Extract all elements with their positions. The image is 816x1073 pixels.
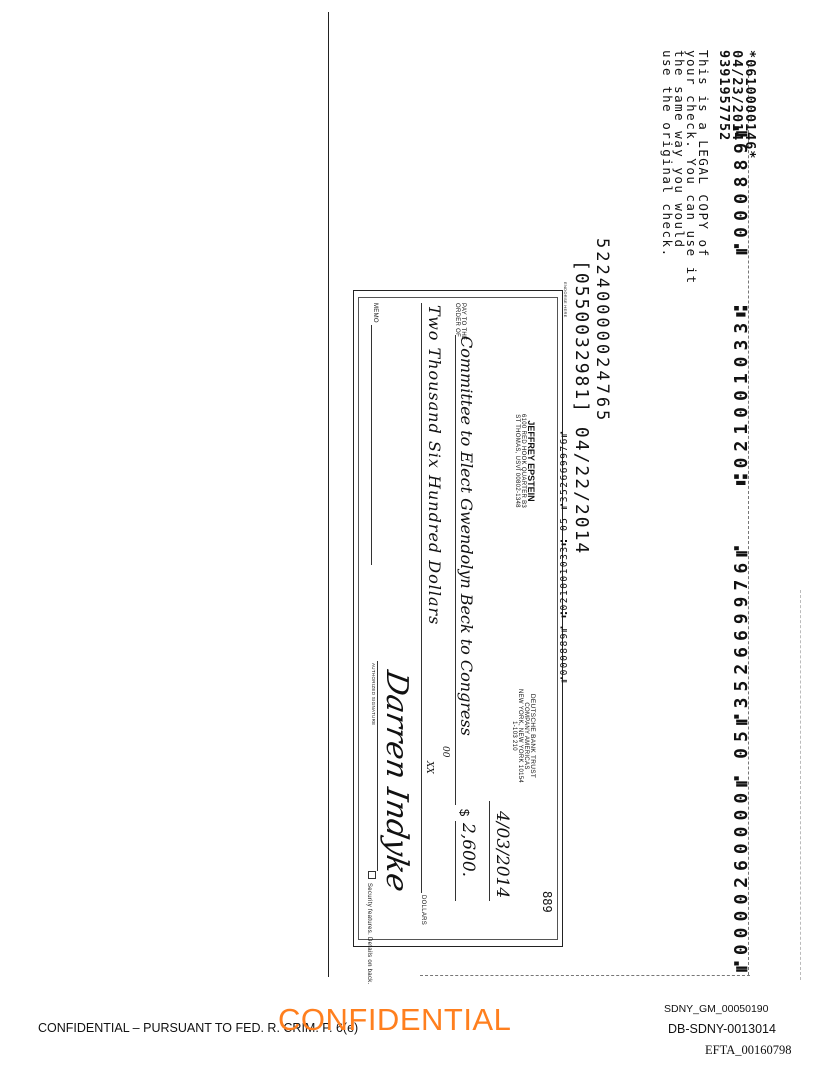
pay-to-label: PAY TO THE ORDER OF bbox=[454, 303, 466, 341]
legal-copy-line-3: the same way you would bbox=[672, 50, 687, 249]
signature: Darren Indyke bbox=[379, 667, 414, 895]
bank-block bbox=[511, 651, 536, 821]
payee-name: Committee to Elect Gwendolyn Beck to Congress bbox=[457, 336, 476, 736]
amount-words-underline bbox=[421, 303, 422, 893]
signature-line bbox=[377, 661, 378, 871]
legal-copy-line-4: use the original check. bbox=[660, 50, 675, 258]
micr-account: 05⑈352669976⑈ bbox=[731, 540, 752, 759]
stamp-number: 52240000024765 bbox=[592, 238, 612, 424]
amount-underline bbox=[455, 821, 456, 901]
legal-copy-serial: *0610000146* bbox=[742, 50, 758, 160]
payer-address-2: ST THOMAS, USVI 00802-1348 bbox=[514, 414, 520, 508]
payer-address-1: 6100 RED HOOK QUARTER B3 bbox=[520, 413, 526, 509]
signature-label: AUTHORIZED SIGNATURE bbox=[371, 663, 376, 726]
check-micr-line: ⑈000889⑈ ⑆021001033⑆ 05 ⑈352669976⑈ bbox=[559, 430, 570, 683]
endorsement-label: ENDORSE HERE bbox=[563, 282, 568, 318]
payee-underline bbox=[455, 335, 456, 805]
doc-id-2: DB-SDNY-0013014 bbox=[668, 1022, 776, 1036]
scan-border-far-right bbox=[800, 590, 801, 980]
confidential-stamp: CONFIDENTIAL bbox=[278, 1002, 512, 1037]
dollars-label: DOLLARS bbox=[420, 895, 426, 926]
fraction-suffix: XX bbox=[424, 761, 434, 774]
check-number: 889 bbox=[540, 891, 554, 913]
micr-routing: ⑆021001033⑆ bbox=[731, 300, 752, 486]
stamp-date: 04/22/2014 bbox=[571, 426, 592, 556]
doc-id-1: SDNY_GM_00050190 bbox=[664, 1003, 769, 1015]
amount-symbol: $ bbox=[457, 809, 472, 817]
check-date: 4/03/2014 bbox=[492, 811, 512, 899]
payer-name: JEFFREY EPSTEIN bbox=[526, 420, 536, 502]
legal-copy-id: 9391957752 bbox=[716, 50, 732, 142]
legal-copy-line-2: your check. You can use it bbox=[684, 50, 699, 285]
check-box bbox=[353, 290, 563, 985]
bank-line-3: NEW YORK, NEW YORK 10154 bbox=[517, 688, 523, 783]
bank-line-2: COMPANY AMERICAS bbox=[523, 702, 529, 770]
stamp-bracket-line bbox=[571, 260, 592, 555]
check-image bbox=[330, 10, 760, 985]
payer-block bbox=[514, 386, 536, 536]
micr-check-number: ⑈000889⑈ bbox=[731, 120, 752, 255]
legal-copy-line-1: This is a LEGAL COPY of bbox=[696, 50, 711, 258]
amount-figure: 2,600. bbox=[458, 823, 478, 878]
legal-copy-date: 04/23/2014 bbox=[729, 50, 745, 142]
scan-border-left bbox=[328, 12, 329, 977]
micr-amount: ⑈0000260000⑈ bbox=[731, 770, 752, 972]
date-underline bbox=[489, 801, 490, 901]
confidential-notice: CONFIDENTIAL – PURSUANT TO FED. R. CRIM. P. 6(e) bbox=[38, 1021, 359, 1035]
memo-underline bbox=[371, 325, 372, 565]
security-note bbox=[366, 871, 376, 985]
stamp-bracket-code: [0550032981] bbox=[571, 260, 592, 415]
padlock-icon bbox=[368, 871, 376, 879]
memo-label: MEMO bbox=[372, 303, 378, 323]
efta-id: EFTA_00160798 bbox=[705, 1043, 792, 1057]
amount-words: Two Thousand Six Hundred Dollars bbox=[425, 305, 444, 626]
bank-line-4: 1-103 210 bbox=[511, 721, 517, 751]
amount-fraction: 00 bbox=[440, 746, 450, 758]
bank-name: DEUTSCHE BANK TRUST bbox=[529, 693, 536, 779]
security-note-text: Security features. Details on back. bbox=[366, 882, 372, 985]
